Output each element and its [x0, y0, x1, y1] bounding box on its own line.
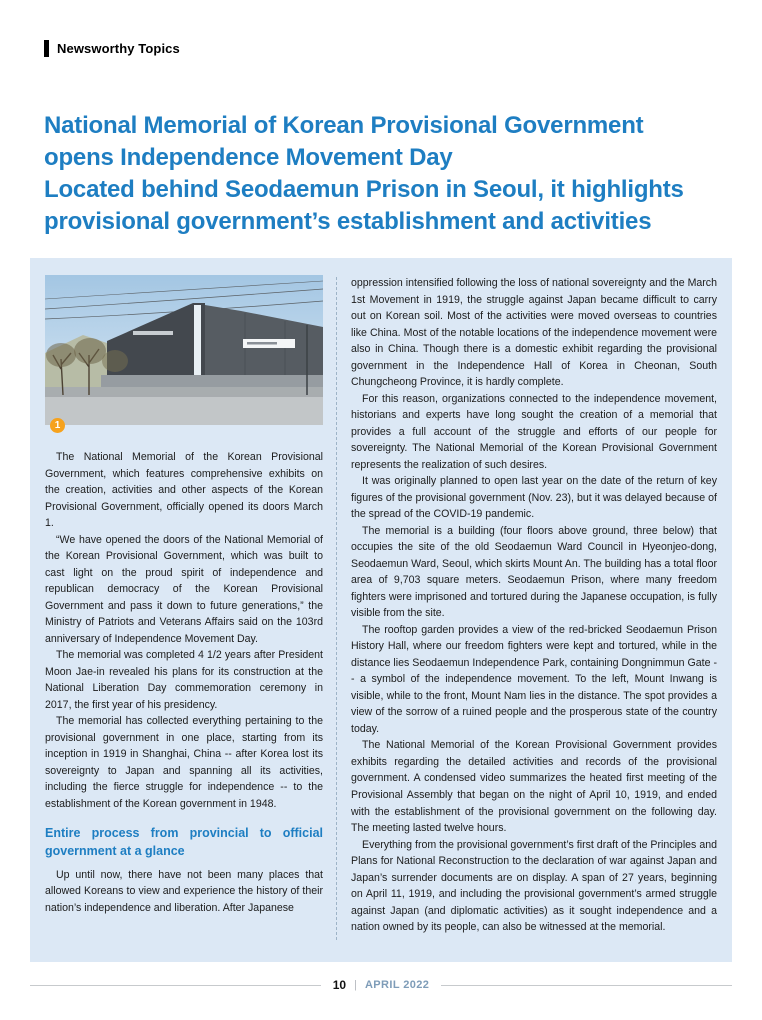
section-subheading: Entire process from provincial to official government at a glance [45, 826, 323, 859]
column-divider [336, 277, 337, 940]
paragraph: It was originally planned to open last year on the date of the return of key figures of the provisional government (Nov. 23), but it was delayed because of the spread of the COVID-19 pandemic. [351, 475, 717, 521]
building-photo-illustration [45, 275, 323, 425]
kicker-accent-bar [44, 40, 49, 57]
footer-rule-right [441, 985, 732, 986]
paragraph: “We have opened the doors of the National Memorial of the Korean Provisional Government, which was built to cast light on the proud spirit of independence and republican democracy of the Korean Provisional Government and pass it down to future generations,” the Ministry of Patriots and Veterans Affairs said on the 103rd anniversary of Independence Movement Day. [45, 533, 323, 645]
headline-line: opens Independence Movement Day [44, 143, 453, 171]
paragraph: The memorial has collected everything pertaining to the provisional government in one place, starting from its inception in 1919 in Shanghai, China -- after Korea lost its sovereignty to Japan and spanning all its activities, including the fierce struggle for independence -- to the establishment of the Korean government in 1948. [45, 715, 323, 810]
paragraph: For this reason, organizations connected to the independence movement, historians and experts have long sought the creation of a memorial that provides a full account of the struggle and efforts of our people for sovereignty. The National Memorial of the Korean Provisional Government represents the realization of such desires. [351, 392, 717, 471]
memorial-photo [45, 275, 323, 431]
page-number: 10 [332, 978, 347, 992]
paragraph: Up until now, there have not been many places that allowed Koreans to view and experience the history of their nation’s independence and liberation. After Japanese [45, 868, 323, 914]
article-headline [44, 110, 716, 238]
right-column [351, 275, 717, 942]
kicker [44, 40, 180, 57]
left-column [45, 275, 323, 942]
headline-line: provisional government’s establishment and activities [44, 207, 652, 235]
kicker-label: Newsworthy Topics [57, 41, 180, 56]
paragraph: The National Memorial of the Korean Provisional Government provides exhibits regarding the detailed activities and records of the provisional government. A condensed video summarizes the heated first meeting of the Provisional Assembly that began on the night of April 10, 1919, and ended with the establishment of the provisional government on the following day. The meeting lasted twelve hours. [351, 739, 717, 835]
paragraph: oppression intensified following the loss of national sovereignty and the March 1st Movement in 1919, the struggle against Japan became difficult to carry out on Korean soil. Most of the activities were moved overseas to countries like China. Most of the notable locations of the independence movement were also in China. Though there is a domestic exhibit regarding the provisional government in the Independence Hall of Korea in Cheonan, South Chungcheong Province, it is hardly complete. [351, 277, 717, 389]
paragraph: Everything from the provisional government’s first draft of the Principles and Plans for National Reconstruction to the declaration of war against Japan and Japan’s surrender documents are on display. A span of 27 years, beginning on April 11, 1919, and including the provisional government’s armed struggle against Japan (and diplomatic activities) as it sought independence and a nation owned by its people, can also be witnessed at the memorial. [351, 838, 717, 934]
page-footer [30, 978, 732, 992]
issue-label: APRIL 2022 [364, 979, 430, 991]
paragraph: The memorial is a building (four floors above ground, three below) that occupies the site of the old Seodaemun Ward Council in Hyeonjeo-dong, Seodaemun Ward, Seoul, which skirts Mount An. The building has a total floor area of 9,703 square meters. Seodaemun Prison, where many freedom fighters were imprisoned and tortured during the Japanese occupation, is fully visible from the site. [351, 524, 717, 620]
paragraph: The rooftop garden provides a view of the red-bricked Seodaemun Prison History Hall, where our freedom fighters were kept and tortured, while in the distance lies Seodaemun Independence Park, containing Dongnimmun Gate -- a symbol of the independence movement. To the left, Mount Inwang is visible, while to the front, Mount Nam lies in the distance. The spot provides a view of the sorrow of a ruined people and the prosperous state of the country today. [351, 623, 717, 735]
photo-number-badge: 1 [50, 418, 65, 433]
paragraph: The National Memorial of the Korean Provisional Government, which features comprehensive exhibits on the creation, activities and other aspects of the Korean Provisional Government, officially opened its doors March 1. [45, 451, 323, 530]
article-panel [30, 258, 732, 962]
headline-line: National Memorial of Korean Provisional Government [44, 112, 644, 139]
paragraph: The memorial was completed 4 1/2 years after President Moon Jae-in revealed his plans for its construction at the National Liberation Day commemoration ceremony in 2017, the first year of his presidency. [45, 649, 323, 711]
footer-separator: | [354, 979, 357, 991]
headline-line: Located behind Seodaemun Prison in Seoul, it highlights [44, 175, 684, 203]
footer-rule-left [30, 985, 321, 986]
